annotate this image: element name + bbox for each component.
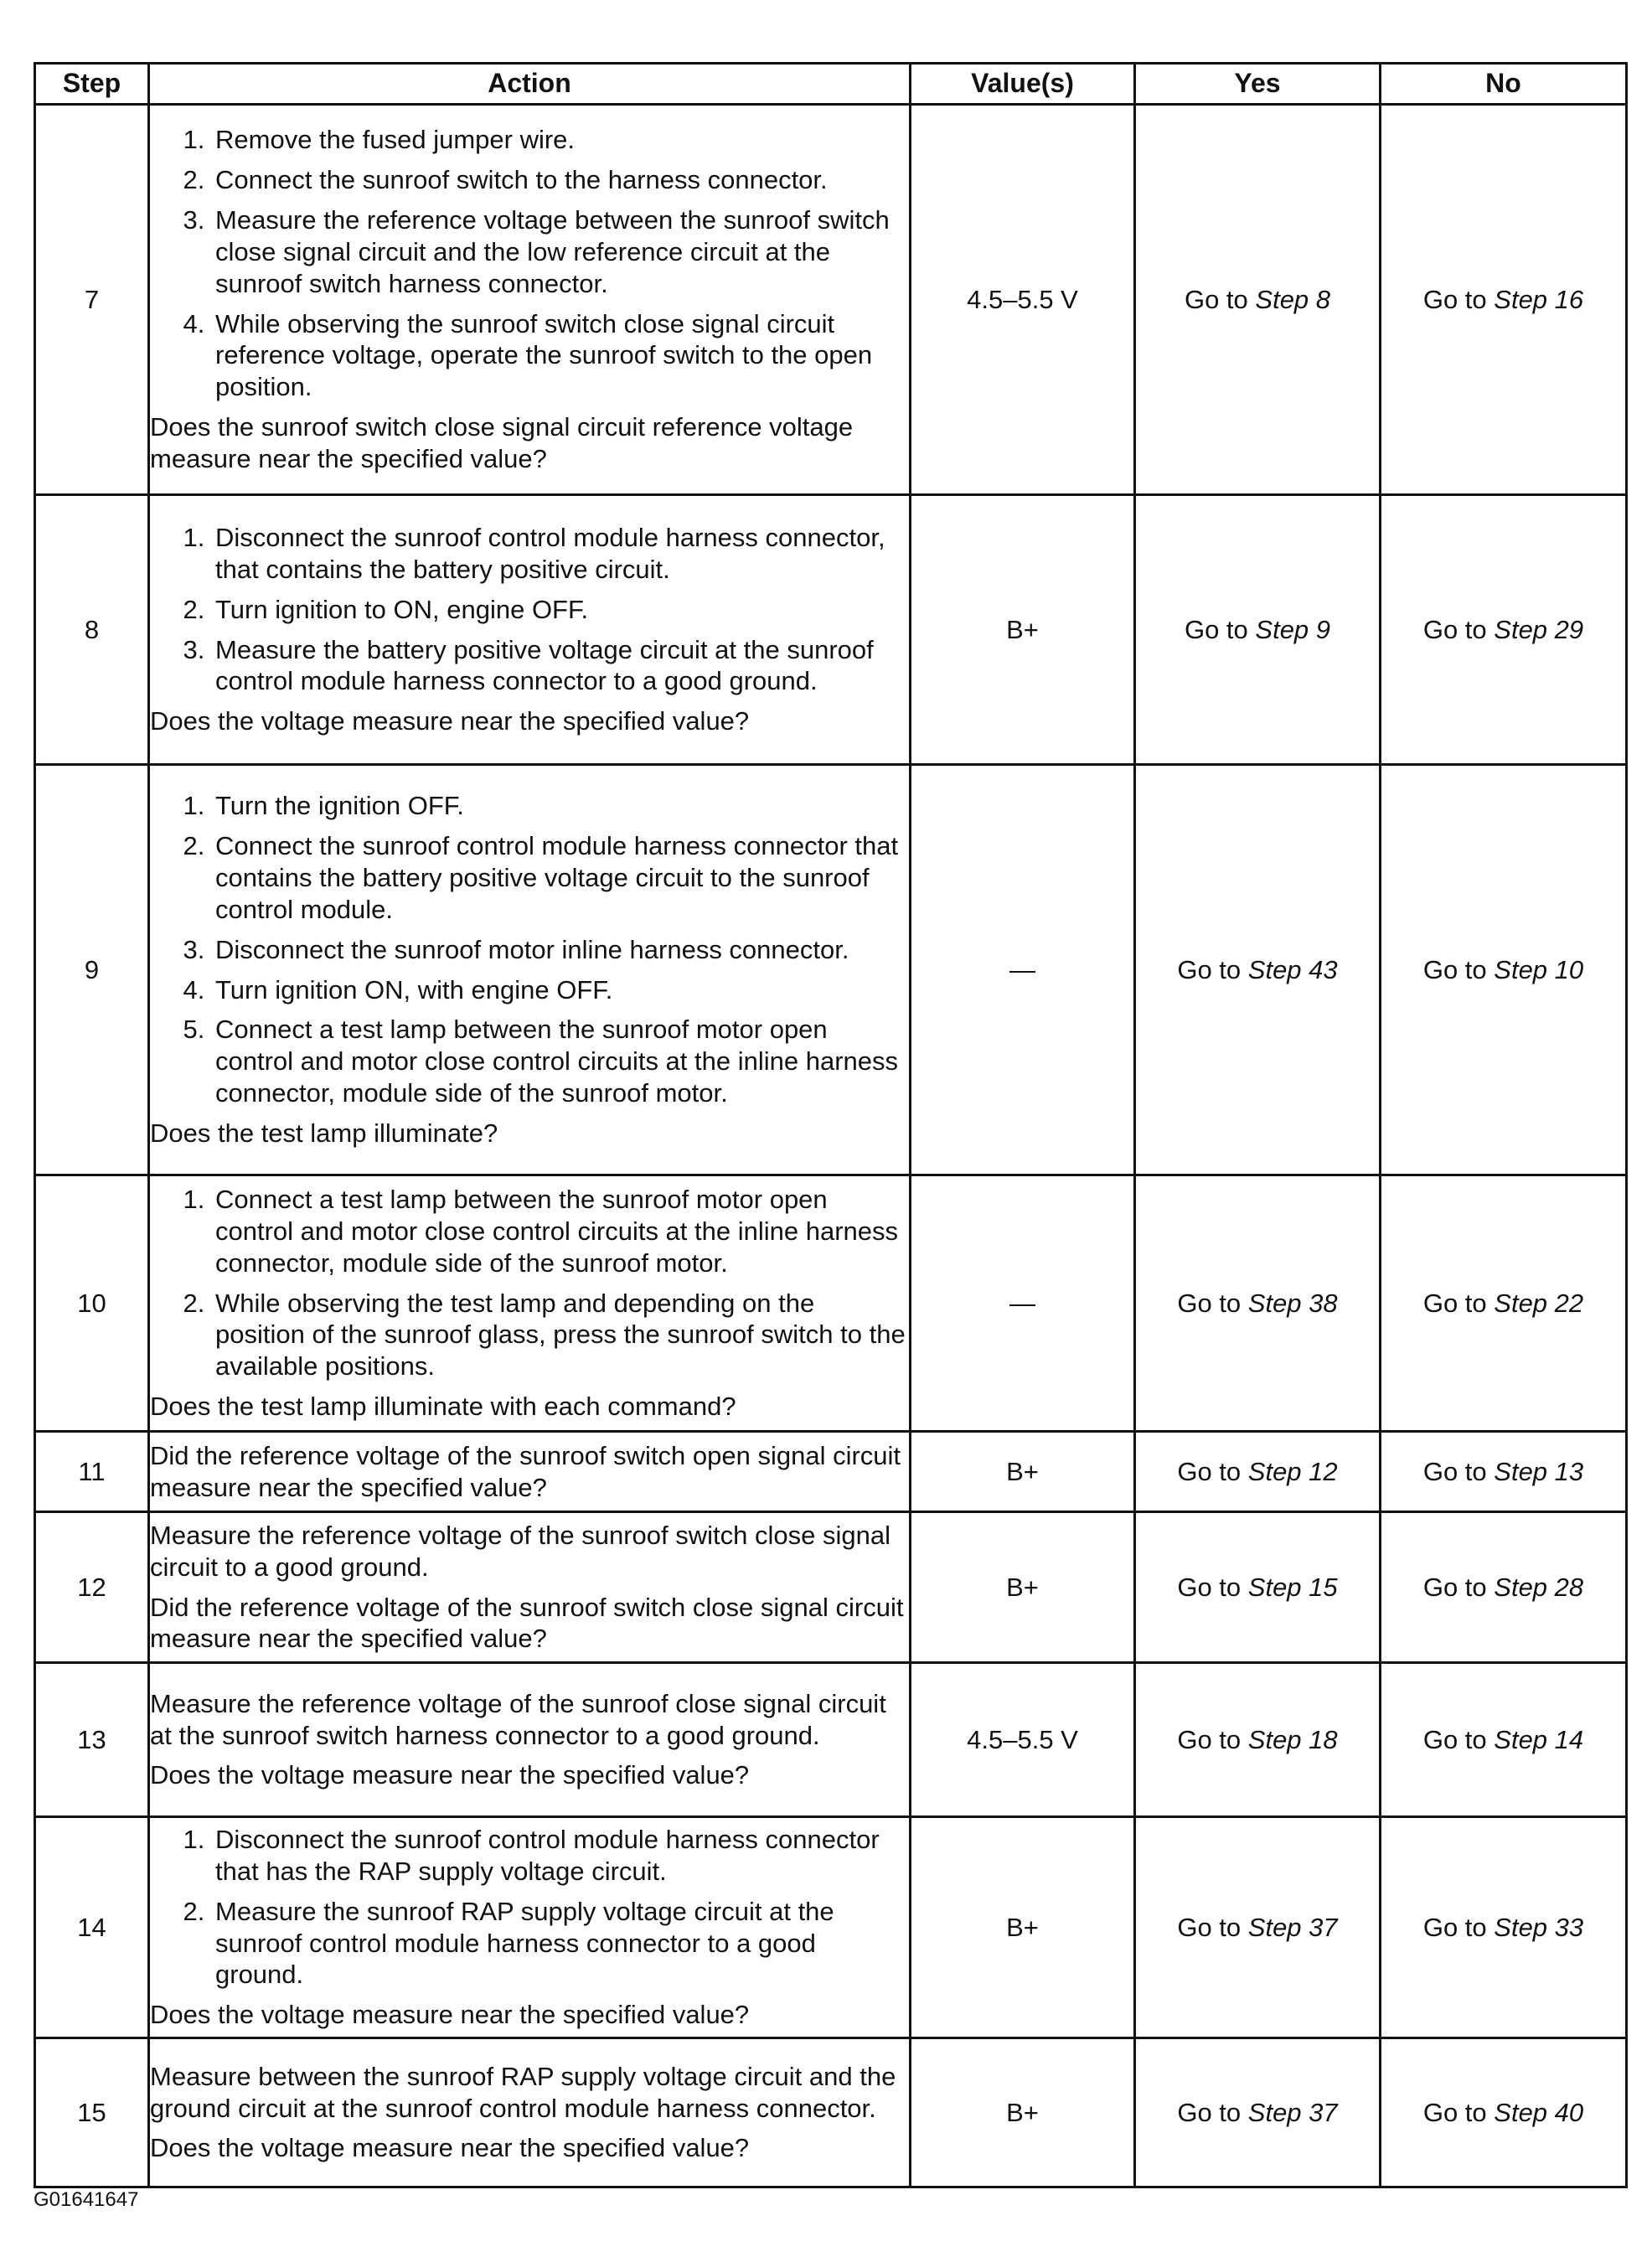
action-instruction: Measure the reference voltage of the sunroof switch close signal circuit to a good ground. <box>150 1520 891 1582</box>
action-question: Did the reference voltage of the sunroof switch close signal circuit measure near the specified value? <box>150 1592 904 1654</box>
goto-step: Step 12 <box>1247 1456 1338 1486</box>
table-row <box>35 2038 1627 2187</box>
no-cell <box>1381 1432 1627 1512</box>
action-cell <box>149 1512 911 1663</box>
step-number: 8 <box>35 495 149 765</box>
table-row <box>35 495 1627 765</box>
procedure-step: 4. While observing the sunroof switch close signal circuit reference voltage, operate the sunroof switch to the open position. <box>212 308 909 403</box>
yes-cell <box>1135 1512 1381 1663</box>
goto-prefix: Go to <box>1422 1456 1495 1486</box>
goto-step: Step 16 <box>1494 284 1584 314</box>
procedure-step: 1. Disconnect the sunroof control module harness connector that has the RAP supply voltage circuit. <box>212 1824 909 1888</box>
value-cell: B+ <box>911 1432 1135 1512</box>
value-cell: 4.5–5.5 V <box>911 105 1135 495</box>
goto-step: Step 37 <box>1247 1912 1338 1942</box>
goto-prefix: Go to <box>1422 1288 1495 1318</box>
goto-prefix: Go to <box>1422 284 1495 314</box>
yes-cell <box>1135 1175 1381 1432</box>
table-row <box>35 765 1627 1175</box>
procedure-step: 2. While observing the test lamp and depending on the position of the sunroof glass, press the sunroof switch to the available positions. <box>212 1288 909 1382</box>
table-row <box>35 1432 1627 1512</box>
action-question: Did the reference voltage of the sunroof switch open signal circuit measure near the specified value? <box>150 1440 901 1502</box>
no-cell <box>1381 2038 1627 2187</box>
no-cell <box>1381 1175 1627 1432</box>
goto-step: Step 9 <box>1255 614 1331 644</box>
goto-prefix: Go to <box>1177 954 1248 984</box>
action-cell <box>149 1663 911 1817</box>
goto-step: Step 38 <box>1247 1288 1338 1318</box>
action-question: Does the sunroof switch close signal circuit reference voltage measure near the specified value? <box>150 411 854 473</box>
action-cell <box>149 1817 911 2038</box>
action-question: Does the voltage measure near the specified value? <box>150 1760 750 1790</box>
goto-step: Step 43 <box>1247 954 1338 984</box>
procedure-list <box>150 1824 909 1991</box>
goto-prefix: Go to <box>1177 1912 1248 1942</box>
header-values: Value(s) <box>911 64 1135 105</box>
value-cell: B+ <box>911 1817 1135 2038</box>
action-cell <box>149 2038 911 2187</box>
table-row <box>35 1512 1627 1663</box>
procedure-step: 4. Turn ignition ON, with engine OFF. <box>212 974 909 1006</box>
procedure-list <box>150 790 909 1108</box>
header-no: No <box>1381 64 1627 105</box>
value-cell: — <box>911 1175 1135 1432</box>
action-question: Does the voltage measure near the specified value? <box>150 2000 750 2030</box>
value-cell: 4.5–5.5 V <box>911 1663 1135 1817</box>
yes-cell <box>1135 105 1381 495</box>
procedure-step: 3. Measure the battery positive voltage circuit at the sunroof control module harness connector to a good ground. <box>212 634 909 698</box>
goto-prefix: Go to <box>1422 1572 1495 1602</box>
step-number: 15 <box>35 2038 149 2187</box>
action-question: Does the test lamp illuminate with each command? <box>150 1392 736 1422</box>
action-question: Does the voltage measure near the specified value? <box>150 706 750 736</box>
goto-prefix: Go to <box>1177 1456 1248 1486</box>
table-row <box>35 105 1627 495</box>
procedure-step: 1. Turn the ignition OFF. <box>212 790 909 822</box>
table-row <box>35 1663 1627 1817</box>
table-row <box>35 1817 1627 2038</box>
goto-prefix: Go to <box>1422 2097 1495 2127</box>
step-number: 11 <box>35 1432 149 1512</box>
header-step: Step <box>35 64 149 105</box>
yes-cell <box>1135 1663 1381 1817</box>
yes-cell <box>1135 2038 1381 2187</box>
procedure-list <box>150 522 909 697</box>
figure-id: G01641647 <box>34 2188 139 2211</box>
action-cell <box>149 105 911 495</box>
value-cell: — <box>911 765 1135 1175</box>
action-cell <box>149 765 911 1175</box>
goto-prefix: Go to <box>1422 954 1495 984</box>
goto-prefix: Go to <box>1422 1912 1495 1942</box>
header-action: Action <box>149 64 911 105</box>
action-instruction: Measure the reference voltage of the sunroof close signal circuit at the sunroof switch harness connector to a good ground. <box>150 1688 886 1750</box>
procedure-step: 2. Connect the sunroof control module harness connector that contains the battery positive voltage circuit to the sunroof control module. <box>212 830 909 925</box>
value-cell: B+ <box>911 2038 1135 2187</box>
step-number: 14 <box>35 1817 149 2038</box>
goto-step: Step 37 <box>1247 2097 1338 2127</box>
action-cell <box>149 495 911 765</box>
goto-prefix: Go to <box>1177 2097 1248 2127</box>
goto-step: Step 22 <box>1494 1288 1584 1318</box>
no-cell <box>1381 495 1627 765</box>
procedure-list <box>150 124 909 403</box>
goto-step: Step 10 <box>1494 954 1584 984</box>
no-cell <box>1381 1663 1627 1817</box>
procedure-step: 2. Turn ignition to ON, engine OFF. <box>212 594 909 626</box>
action-instruction: Measure between the sunroof RAP supply voltage circuit and the ground circuit at the sunroof control module harness connector. <box>150 2061 896 2123</box>
goto-prefix: Go to <box>1177 1724 1248 1754</box>
goto-prefix: Go to <box>1184 284 1256 314</box>
step-number: 10 <box>35 1175 149 1432</box>
goto-step: Step 8 <box>1255 284 1331 314</box>
value-cell: B+ <box>911 495 1135 765</box>
value-cell: B+ <box>911 1512 1135 1663</box>
action-cell <box>149 1432 911 1512</box>
header-row <box>35 64 1627 105</box>
goto-step: Step 13 <box>1494 1456 1584 1486</box>
goto-prefix: Go to <box>1177 1572 1248 1602</box>
goto-step: Step 28 <box>1494 1572 1584 1602</box>
yes-cell <box>1135 1817 1381 2038</box>
procedure-step: 2. Measure the sunroof RAP supply voltage circuit at the sunroof control module harness connector to a good ground. <box>212 1896 909 1991</box>
goto-prefix: Go to <box>1184 614 1256 644</box>
goto-step: Step 18 <box>1247 1724 1338 1754</box>
action-question: Does the voltage measure near the specified value? <box>150 2133 750 2163</box>
goto-prefix: Go to <box>1422 614 1495 644</box>
action-question: Does the test lamp illuminate? <box>150 1118 498 1148</box>
goto-step: Step 15 <box>1247 1572 1338 1602</box>
step-number: 9 <box>35 765 149 1175</box>
procedure-step: 1. Connect a test lamp between the sunroof motor open control and motor close control circuits at the inline harness connector, module side of the sunroof motor. <box>212 1184 909 1278</box>
goto-step: Step 33 <box>1494 1912 1584 1942</box>
yes-cell <box>1135 1432 1381 1512</box>
yes-cell <box>1135 495 1381 765</box>
goto-step: Step 14 <box>1494 1724 1584 1754</box>
procedure-step: 1. Remove the fused jumper wire. <box>212 124 909 156</box>
no-cell <box>1381 1817 1627 2038</box>
step-number: 7 <box>35 105 149 495</box>
procedure-step: 1. Disconnect the sunroof control module harness connector, that contains the battery positive circuit. <box>212 522 909 586</box>
header-yes: Yes <box>1135 64 1381 105</box>
table-row <box>35 1175 1627 1432</box>
procedure-step: 2. Connect the sunroof switch to the harness connector. <box>212 164 909 196</box>
no-cell <box>1381 105 1627 495</box>
no-cell <box>1381 1512 1627 1663</box>
procedure-step: 5. Connect a test lamp between the sunroof motor open control and motor close control circuits at the inline harness connector, module side of the sunroof motor. <box>212 1014 909 1108</box>
step-number: 12 <box>35 1512 149 1663</box>
procedure-step: 3. Disconnect the sunroof motor inline harness connector. <box>212 934 909 966</box>
goto-step: Step 29 <box>1494 614 1584 644</box>
action-cell <box>149 1175 911 1432</box>
diagnostic-table <box>34 62 1628 2188</box>
goto-prefix: Go to <box>1177 1288 1248 1318</box>
goto-step: Step 40 <box>1494 2097 1584 2127</box>
step-number: 13 <box>35 1663 149 1817</box>
procedure-list <box>150 1184 909 1382</box>
procedure-step: 3. Measure the reference voltage between the sunroof switch close signal circuit and the low reference circuit at the sunroof switch harness connector. <box>212 204 909 299</box>
yes-cell <box>1135 765 1381 1175</box>
goto-prefix: Go to <box>1422 1724 1495 1754</box>
no-cell <box>1381 765 1627 1175</box>
